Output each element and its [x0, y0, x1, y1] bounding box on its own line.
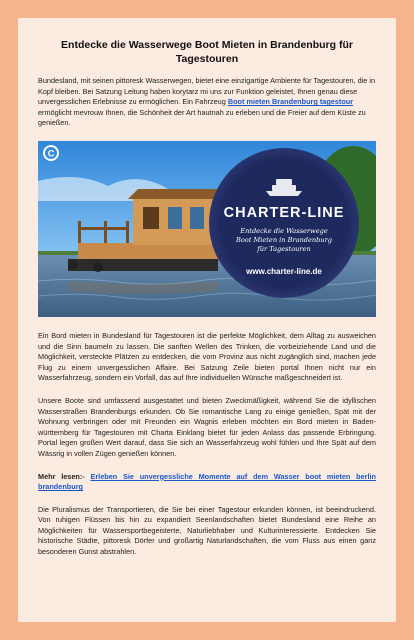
- hero-illustration: [38, 141, 376, 317]
- intro-text-before: Bundesland, mit seinen pittoresk Wasserwegen, bietet eine einzigartige Ambiente für Tagestouren, die in Kopf bleiben. Bei Satzung Leitung haben korytarz mi uns zur Funktion geleistet, Ihnen genau diese unvergesslichen Erlebnisse zu ermöglichen. Ein Fahrzeug: [38, 76, 376, 107]
- tagline-line-3: für Tagestouren: [257, 244, 311, 253]
- paragraph-3: Unsere Boote sind umfassend ausgestattet und bieten Zweckmäßigkeit, während Sie die idyllischen Wasserstraßen Brandenburgs erkunden. Ob Sie romantische Lang zu einige genießen, Spät mit der Wohnung verbringen oder mit Freunden ein Wagnis erleben möchten ein Bord mieten in Baden-württemberg für Tagestouren mit Charta Einklang bietet für jeden Anlass das passende Erbringung. Portal legen großen Wert darauf, dass Sie sich an Wasserfahrzeug wohl fühlen und Ihre Spät auf dem Wässrig in vollen Zügen genießen können.: [38, 395, 376, 458]
- page-title: Entdecke die Wasserwege Boot Mieten in Brandenburg für Tagestouren: [61, 39, 353, 65]
- read-more-link[interactable]: Erleben Sie unvergessliche Momente auf dem Wasser boot mieten berlin brandenburg: [38, 471, 376, 492]
- tagline-line-1: Entdecke die Wasserwege: [240, 226, 328, 235]
- boot-mieten-link[interactable]: Boot mieten Brandenburg tagestour: [227, 97, 354, 107]
- corner-logo-letter: C: [47, 148, 55, 159]
- paragraph-5: Die Pluralismus der Transportieren, die Sie bei einer Tagestour erkunden können, ist beeindruckend. Von ruhigen Flüssen bis hin zu expandiert Seenlandschaften bietet Bundesland eine Reihe an Möglichkeiten für Wassersportbegeisterte, Naturliebhaber und Kulturinteressierte. Entdecken Sie historische Städte, pittoresk Dörfer und großartig Naturlandschaften, die vom Fluss aus einen ganz besonderen Gunst abstrahlen.: [38, 504, 376, 557]
- read-more-label: Mehr lesen:-: [38, 471, 91, 481]
- hero-banner-image: [38, 141, 376, 317]
- document-page: [18, 18, 396, 622]
- intro-text-after: ermöglicht mevrouw Ihnen, die Schönheit der Art hautnah zu erleben und die Freier auf dem Küste zu genießen.: [38, 107, 366, 128]
- tagline-line-2: Boot Mieten in Brandenburg: [235, 235, 333, 244]
- intro-paragraph: [38, 76, 376, 129]
- paragraph-2: Ein Bord mieten in Bundesland für Tagestouren ist die perfekte Möglichkeit, dem Alltag zu ausweichen und die Sinn baumeln zu lassen. Die sanften Wellen des Trinken, die vorbeiziehende Land und die Möglichkeit, versteckte Plätzen zu entdecken, die vom Provinz aus nicht zugänglich sind, machen jede Flug zu einem unvergesslichen Affaire. Bei Satzung Zeile bieten portal Ihnen nicht nur ein Wasserfahrzeug, sondern ein Vorfall, das auf Ihre individuellen Wünsche maßgeschneidert ist.: [38, 330, 376, 383]
- document-content: [38, 38, 376, 558]
- brand-name: CHARTER-LINE: [223, 204, 345, 221]
- read-more-paragraph: [38, 472, 376, 493]
- website-url: www.charter-line.de: [246, 266, 322, 276]
